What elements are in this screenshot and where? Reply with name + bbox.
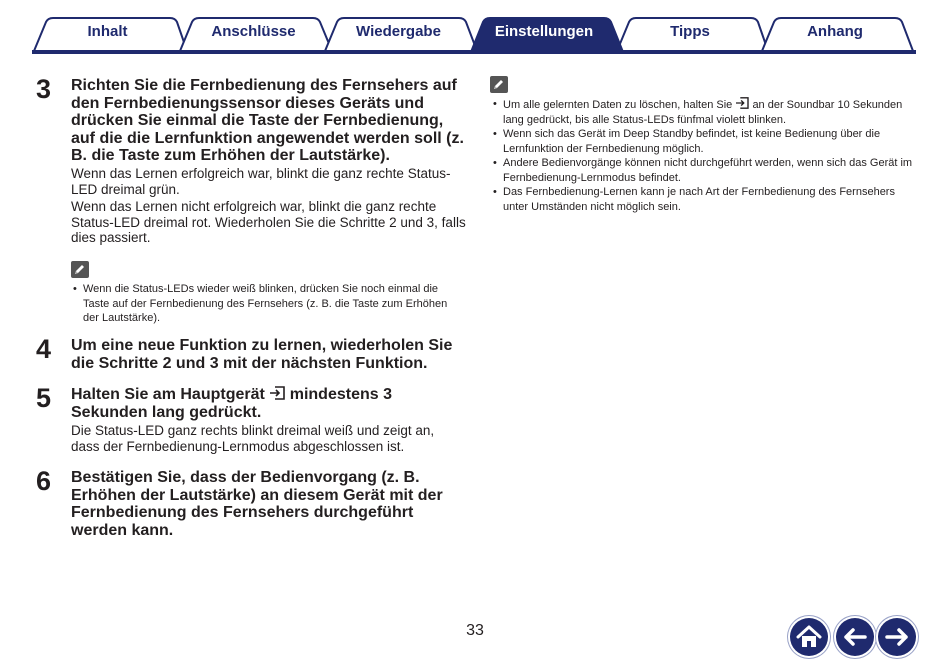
step-number: 5 <box>36 383 52 413</box>
step-number: 3 <box>36 74 52 104</box>
step-title <box>71 386 466 421</box>
home-icon <box>790 618 828 656</box>
forward-button[interactable] <box>878 618 916 656</box>
page-number: 33 <box>466 622 484 639</box>
tab-tipps[interactable]: Tipps <box>670 23 710 40</box>
tab-anschluesse[interactable]: Anschlüsse <box>211 23 296 40</box>
list-item: • Wenn die Status-LEDs wieder weiß blinken, drücken Sie noch einmal die Taste auf der Fernbedienung des Fernsehers (z. B. die Taste zum Erhöhen der Lautstärke). <box>71 282 466 326</box>
arrow-left-icon <box>836 618 874 656</box>
home-button[interactable] <box>790 618 828 656</box>
step-number: 6 <box>36 466 52 496</box>
step-title: Richten Sie die Fernbedienung des Fernsehers auf den Fernbedienungssensor dieses Geräts und drücken Sie einmal die Taste der Fernbedienung, auf die die Lernfunktion angewendet werden soll (z. B. die Taste zum Erhöhen der Lautstärke). <box>71 77 464 164</box>
step-title-part: Halten Sie am Hauptgerät <box>71 386 265 403</box>
pencil-icon <box>490 76 508 93</box>
step-title: Bestätigen Sie, dass der Bedienvorgang (z. B. Erhöhen der Lautstärke) an diesem Gerät mit der Fernbedienung des Fernsehers durchgeführt werden kann. <box>71 469 443 539</box>
input-source-icon <box>735 97 749 109</box>
step-body <box>71 166 466 248</box>
pencil-icon <box>71 261 89 278</box>
tab-einstellungen[interactable]: Einstellungen <box>494 23 594 40</box>
note-text: an der Soundbar 10 Sekunden lang gedrückt, bis alle Status-LEDs fünfmal violett blinken. <box>503 99 903 126</box>
arrow-right-icon <box>878 618 916 656</box>
list-item: • Das Fernbedienung-Lernen kann je nach Art der Fernbedienung des Fernsehers unter Umständen nicht möglich sein. <box>491 185 916 214</box>
step-text: Wenn das Lernen erfolgreich war, blinkt die ganz rechte Status-LED dreimal grün. <box>71 166 451 197</box>
list-item: • Wenn sich das Gerät im Deep Standby befindet, ist keine Bedienung über die Lernfunktion der Fernbedienung möglich. <box>491 127 916 156</box>
step-text: Wenn das Lernen nicht erfolgreich war, blinkt die ganz rechte Status-LED dreimal rot. Wiederholen Sie die Schritte 2 und 3, falls dies passiert. <box>71 199 466 245</box>
list-item <box>491 97 916 127</box>
note-text: Um alle gelernten Daten zu löschen, halten Sie <box>503 99 733 111</box>
back-button[interactable] <box>836 618 874 656</box>
step-title: Um eine neue Funktion zu lernen, wiederholen Sie die Schritte 2 und 3 mit der nächsten Funktion. <box>71 337 453 372</box>
tab-inhalt[interactable]: Inhalt <box>87 23 128 40</box>
step-title-part: mindestens 3 Sekunden lang gedrückt. <box>71 386 392 421</box>
tab-wiedergabe[interactable]: Wiedergabe <box>356 23 441 40</box>
note-list <box>491 97 916 214</box>
step-body <box>71 423 466 456</box>
step-text: Die Status-LED ganz rechts blinkt dreimal weiß und zeigt an, dass der Fernbedienung-Lernmodus abgeschlossen ist. <box>71 423 435 454</box>
tab-anhang[interactable]: Anhang <box>807 23 863 40</box>
input-source-icon <box>269 386 285 400</box>
step-number: 4 <box>36 334 52 364</box>
tab-bar <box>0 0 950 56</box>
list-item: • Andere Bedienvorgänge können nicht durchgeführt werden, wenn sich das Gerät im Fernbedienung-Lernmodus befindet. <box>491 156 916 185</box>
note-list <box>71 282 466 326</box>
